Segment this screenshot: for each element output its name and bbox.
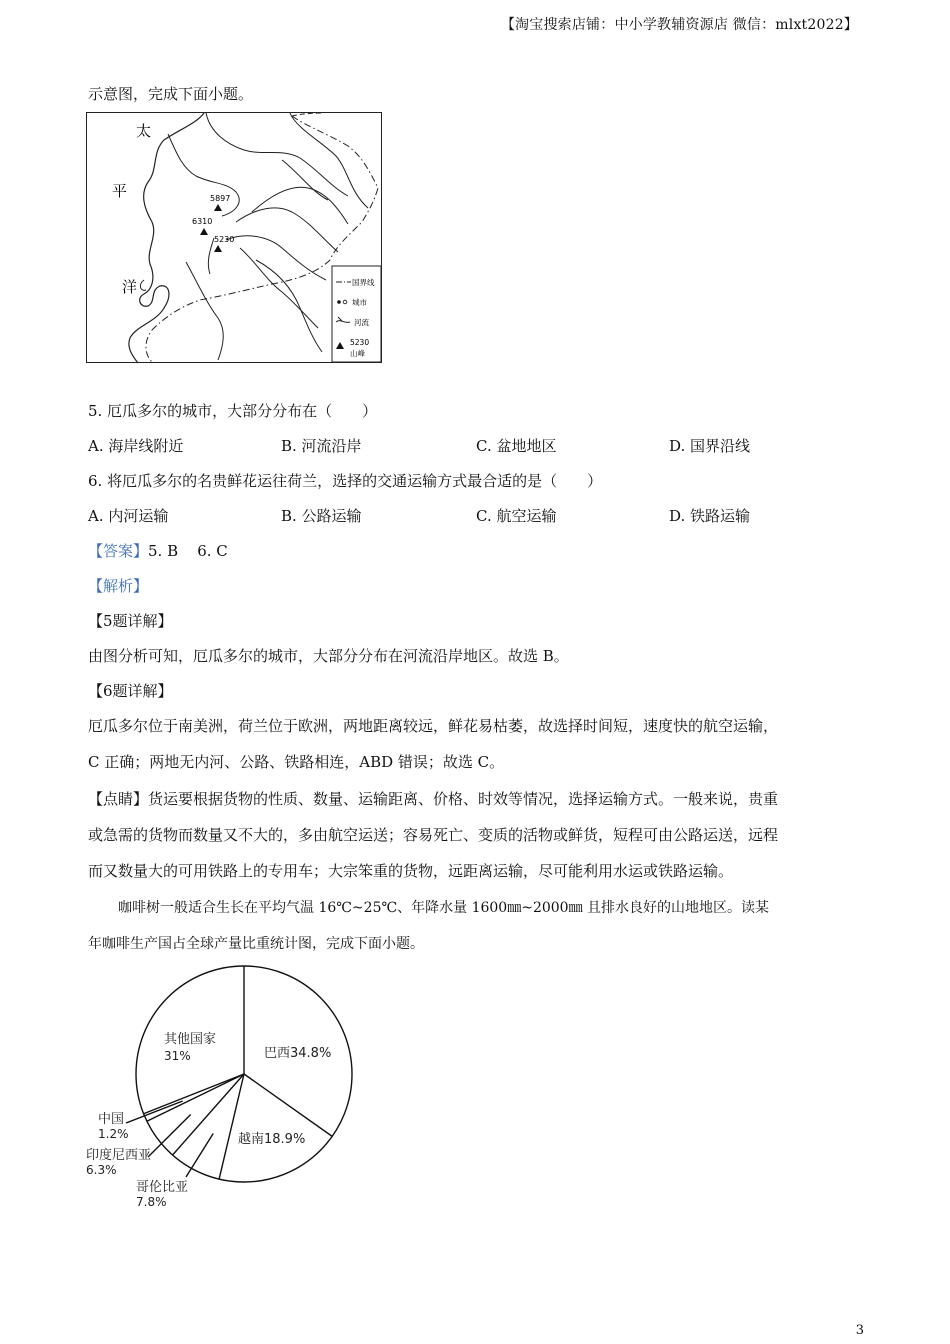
pie-value-indonesia: 6.3%	[86, 1163, 117, 1177]
pie-value-china: 1.2%	[98, 1127, 129, 1141]
intro-text: 示意图，完成下面小题。	[88, 85, 254, 103]
ocean-char-2: 平	[112, 182, 128, 200]
peak-label-1: 5897	[210, 194, 231, 203]
pie-label-vietnam: 越南18.9%	[238, 1132, 306, 1147]
pie-label-others: 其他国家	[164, 1032, 217, 1047]
answer-line	[88, 541, 228, 561]
coffee-intro-line-2: 年咖啡生产国占全球产量比重统计图，完成下面小题。	[88, 936, 424, 952]
peak-label-2: 6310	[192, 217, 213, 226]
pie-value-others: 31%	[164, 1049, 191, 1063]
pie-label-indonesia: 印度尼西亚	[86, 1148, 152, 1163]
ocean-char-1: 太	[136, 122, 152, 140]
q5-option-a: A. 海岸线附近	[88, 437, 184, 455]
q5-option-d: D. 国界沿线	[669, 437, 751, 455]
legend-peak-value: 5230	[350, 338, 370, 347]
legend-city-symbol	[337, 300, 341, 304]
detail5-title: 【5题详解】	[88, 612, 173, 630]
peak-label-3: 5230	[214, 235, 235, 244]
q6-stem: 6. 将厄瓜多尔的名贵鲜花运往荷兰，选择的交通运输方式最合适的是（ ）	[88, 472, 603, 490]
q6-option-b: B. 公路运输	[281, 507, 362, 525]
page-header: 【淘宝搜索店铺：中小学教辅资源店 微信：mlxt2022】	[500, 17, 858, 33]
legend-border-label: 国界线	[352, 278, 375, 287]
coffee-intro-line-1: 咖啡树一般适合生长在平均气温 16℃~25℃、年降水量 1600㎜~2000㎜ 且排水良好的山地地区。读某	[118, 900, 770, 916]
legend-city-label: 城市	[352, 298, 367, 307]
legend-peak-label: 山峰	[350, 349, 365, 358]
pie-label-brazil: 巴西34.8%	[264, 1046, 332, 1061]
answer-text: 5. B 6. C	[148, 542, 228, 560]
q6-option-d: D. 铁路运输	[669, 507, 751, 525]
legend-river-label: 河流	[354, 318, 369, 327]
coffee-pie-chart	[80, 965, 370, 1215]
tip-line-3: 而又数量大的可用铁路上的专用车；大宗笨重的货物，远距离运输，尽可能利用水运或铁路运输。	[88, 862, 734, 880]
detail5-text: 由图分析可知，厄瓜多尔的城市，大部分分布在河流沿岸地区。故选 B。	[88, 647, 569, 665]
detail6-line-1: 厄瓜多尔位于南美洲，荷兰位于欧洲，两地距离较远，鲜花易枯萎，故选择时间短，速度快的航空运输，	[88, 717, 779, 735]
detail6-line-2: C 正确；两地无内河、公路、铁路相连，ABD 错误；故选 C。	[88, 753, 505, 771]
tip-label: 【点睛】	[88, 790, 149, 808]
pie-label-colombia: 哥伦比亚	[136, 1180, 189, 1195]
pie-value-colombia: 7.8%	[136, 1195, 167, 1209]
q6-option-a: A. 内河运输	[88, 507, 169, 525]
ecuador-map	[86, 112, 383, 364]
pie-label-china: 中国	[98, 1112, 125, 1127]
tip-text-1: 货运要根据货物的性质、数量、运输距离、价格、时效等情况，选择运输方式。一般来说，贵重	[148, 790, 779, 808]
q5-option-c: C. 盆地地区	[476, 437, 557, 455]
analysis-label: 【解析】	[88, 577, 149, 595]
page-number: 3	[855, 1323, 864, 1338]
detail6-title: 【6题详解】	[88, 682, 173, 700]
q5-option-b: B. 河流沿岸	[281, 437, 362, 455]
q6-option-c: C. 航空运输	[476, 507, 557, 525]
answer-label: 【答案】	[88, 542, 149, 560]
q5-stem: 5. 厄瓜多尔的城市，大部分分布在（ ）	[88, 402, 378, 420]
tip-line-1	[88, 789, 778, 809]
tip-line-2: 或急需的货物而数量又不大的，多由航空运送；容易死亡、变质的活物或鲜货，短程可由公路运送，远程	[88, 826, 779, 844]
ocean-char-3: 洋	[122, 278, 138, 296]
